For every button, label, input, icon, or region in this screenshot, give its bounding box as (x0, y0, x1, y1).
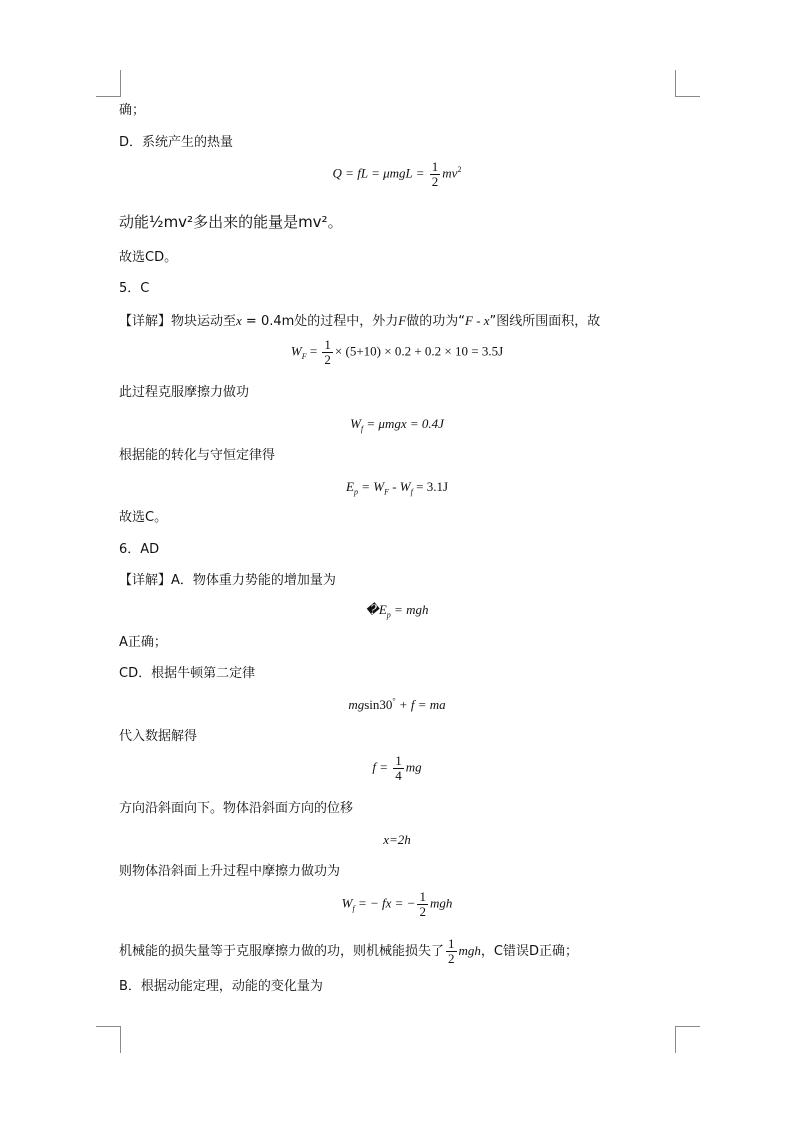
equation-displacement: x=2h (383, 832, 411, 847)
text-line-6: 【详解】物块运动至x = 0.4m处的过程中，外力F做的功为“F - x”图线所围面积，故 (119, 313, 601, 329)
equation-energy: $E_p = W_F - W_f = 3.1J$ (346, 479, 448, 497)
text-line-8: 根据能的转化与守恒定律得 (119, 448, 276, 463)
text-line-14: 代入数据解得 (119, 729, 198, 744)
text-line-11: 【详解】A．物体重力势能的增加量为 (119, 573, 336, 588)
text-line-13: CD．根据牛顿第二定律 (119, 666, 256, 681)
text-line-10: 6．AD (119, 542, 160, 557)
equation-friction-force: f = $\frac{1}{4}$ mg (372, 753, 422, 783)
crop-mark-top-left (96, 70, 121, 97)
equation-friction-work: $W_f$ = − fx = − $\frac{1}{2}$ mgh (341, 889, 453, 919)
text-line-3: 动能½mv²多出来的能量是mv²。 (119, 213, 343, 231)
equation-heat: Q = fL = μmgL = $\frac{1}{2}$ $mv^2$ (332, 159, 462, 189)
text-line-1: 确； (119, 103, 146, 118)
text-line-9: 故选C。 (119, 510, 168, 525)
crop-mark-bottom-right (675, 1026, 700, 1053)
crop-mark-top-right (675, 70, 700, 97)
text-line-5: 5．C (119, 281, 150, 296)
text-line-15: 方向沿斜面向下。物体沿斜面方向的位移 (119, 801, 354, 816)
equation-work-force: $W_F$ = $\frac{1}{2}$ × (5+10) × 0.2 + 0.2 × 10 = 3.5J (290, 337, 504, 367)
crop-mark-bottom-left (96, 1026, 121, 1053)
text-line-12: A正确； (119, 635, 167, 650)
text-line-16: 则物体沿斜面上升过程中摩擦力做功为 (119, 864, 341, 879)
equation-potential-energy: $�E_p$ = mgh (365, 602, 429, 620)
text-line-4: 故选CD。 (119, 250, 178, 265)
equation-newton: mgsin30° + f = ma (348, 696, 446, 712)
text-line-17: 机械能的损失量等于克服摩擦力做的功，则机械能损失了 $\frac{1}{2}$ mgh，C错误D正确； (119, 936, 578, 966)
equation-work-friction: $W_f = \mu mgx = 0.4J$ (350, 416, 444, 434)
text-line-7: 此过程克服摩擦力做功 (119, 385, 250, 400)
text-line-18: B．根据动能定理，动能的变化量为 (119, 979, 323, 994)
text-line-2: D．系统产生的热量 (119, 135, 234, 150)
